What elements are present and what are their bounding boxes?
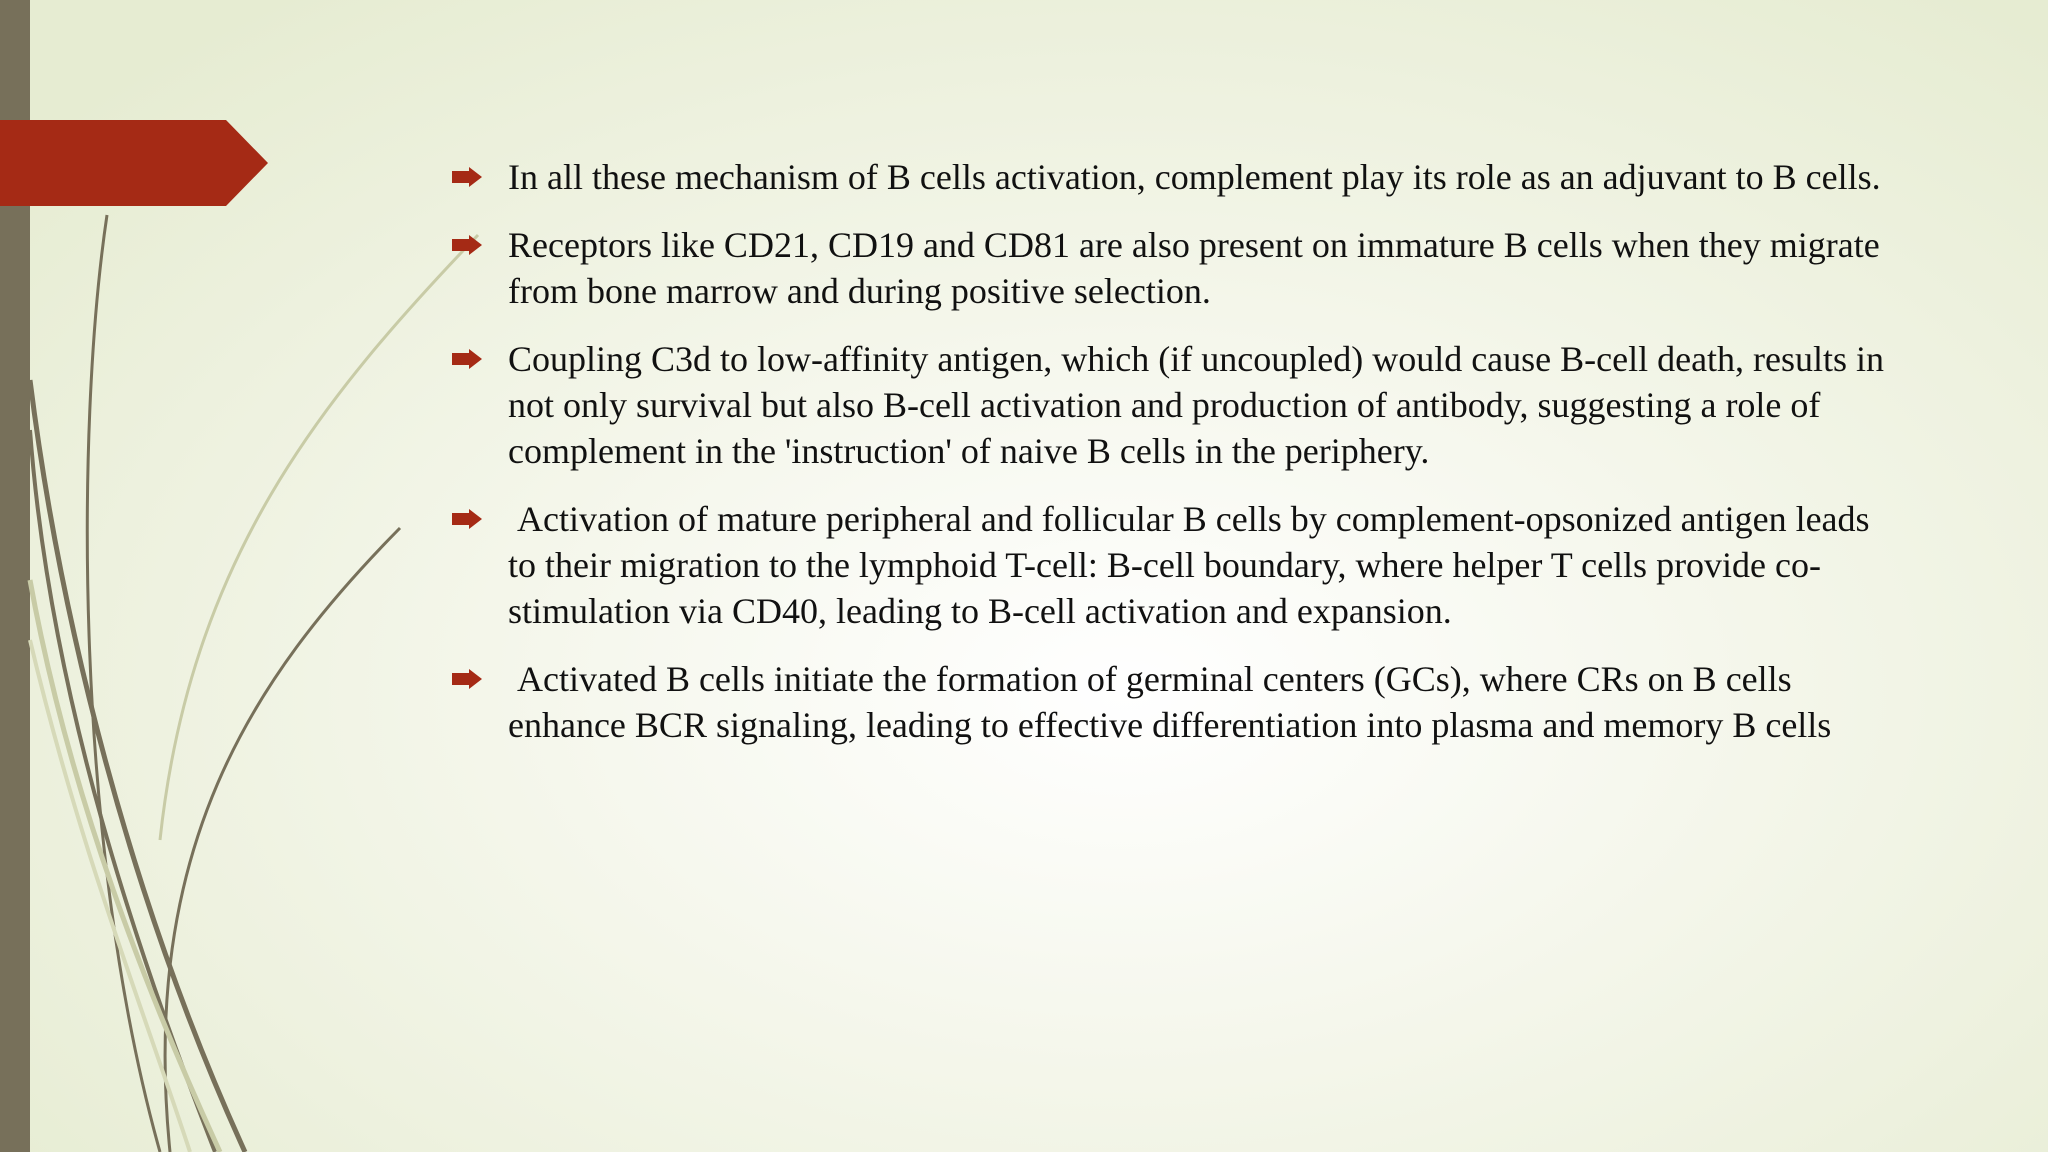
bullet-list xyxy=(452,154,1902,748)
arrow-bullet-icon xyxy=(452,669,482,689)
bullet-text: Coupling C3d to low-affinity antigen, which (if uncoupled) would cause B-cell death, results in not only survival but also B-cell activation and production of antibody, suggesting a role of complement in the 'instruction' of naive B cells in the periphery. xyxy=(508,339,1894,471)
list-item xyxy=(452,222,1902,314)
list-item xyxy=(452,154,1902,200)
arrow-bullet-icon xyxy=(452,349,482,369)
list-item xyxy=(452,496,1902,634)
bullet-text: Activation of mature peripheral and follicular B cells by complement-opsonized antigen leads to their migration to the lymphoid T-cell: B-cell boundary, where helper T cells provide co-stimulation via CD40, leading to B-cell activation and expansion. xyxy=(508,499,1879,631)
slide-content xyxy=(452,154,1902,770)
list-item xyxy=(452,656,1902,748)
bullet-text: Activated B cells initiate the formation of germinal centers (GCs), where CRs on B cells enhance BCR signaling, leading to effective differentiation into plasma and memory B cells xyxy=(508,659,1832,745)
list-item xyxy=(452,336,1902,474)
arrow-bullet-icon xyxy=(452,509,482,529)
pentagon-tab-icon xyxy=(0,120,270,206)
arrow-bullet-icon xyxy=(452,167,482,187)
arrow-bullet-icon xyxy=(452,235,482,255)
bullet-text: In all these mechanism of B cells activation, complement play its role as an adjuvant to B cells. xyxy=(508,157,1881,197)
bullet-text: Receptors like CD21, CD19 and CD81 are also present on immature B cells when they migrate from bone marrow and during positive selection. xyxy=(508,225,1889,311)
